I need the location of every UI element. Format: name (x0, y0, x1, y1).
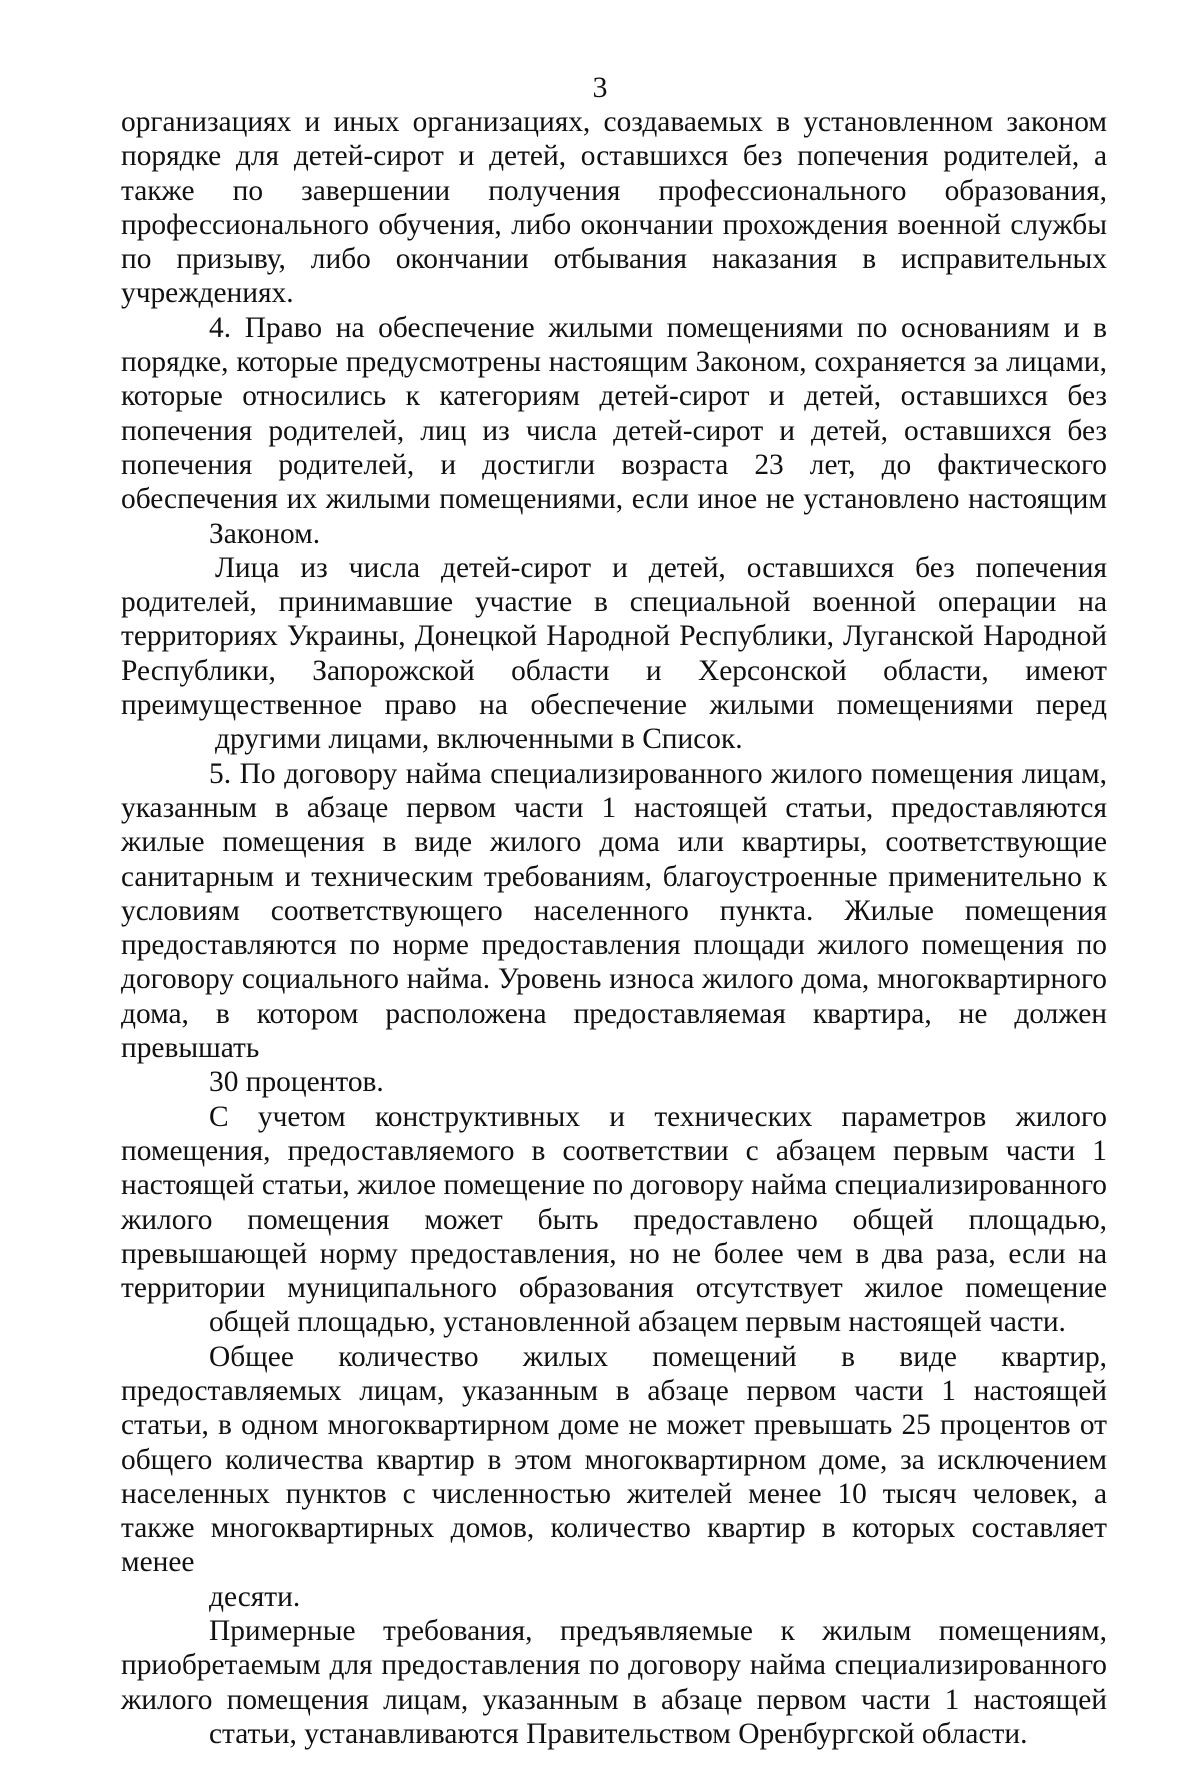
paragraph-text: С учетом конструктивных и технических параметров жилого помещения, предоставляемого в соответствии с абзацем первым части 1 настоящей статьи, жилое помещение по договору найма специализированного жилого помещения может быть предоставлено общей площадью, превышающей норму предоставления, но не более чем в два раза, если на территории муниципального образования отсутствует жилое помещение (121, 1100, 1107, 1305)
paragraph-section-4-part-2 (121, 551, 1107, 757)
paragraph-last-line: общей площадью, установленной абзацем первым настоящей части. (209, 1306, 1066, 1339)
paragraph-last-line: 30 процентов. (209, 1066, 384, 1099)
paragraph-text: 4. Право на обеспечение жилыми помещениями по основаниям и в порядке, которые предусмотрены настоящим Законом, сохраняется за лицами, которые относились к категориям детей-сирот и детей, оставшихся без попечения родителей, лиц из числа детей-сирот и детей, оставшихся без попечения родителей, и достигли возраста 23 лет, до фактического обеспечения их жилыми помещениями, если иное не установлено настоящим (121, 311, 1107, 516)
paragraph-last-line: другими лицами, включенными в Список. (215, 723, 743, 756)
paragraph-section-5 (121, 757, 1107, 1100)
paragraph-section-5-part-4 (121, 1614, 1107, 1751)
page-number: 3 (592, 71, 608, 104)
paragraph-last-line: десяти. (209, 1580, 301, 1613)
paragraph-text: Примерные требования, предъявляемые к жилым помещениям, приобретаемым для предоставления по договору найма специализированного жилого помещения лицам, указанным в абзаце первом части 1 настоящей (121, 1615, 1107, 1716)
paragraph-text: Общее количество жилых помещений в виде квартир, предоставляемых лицам, указанным в абзаце первом части 1 настоящей статьи, в одном многоквартирном доме не может превышать 25 процентов от общего количества квартир в этом многоквартирном доме, за исключением населенных пунктов с численностью жителей менее 10 тысяч человек, а также многоквартирных домов, количество квартир в которых составляет менее (121, 1340, 1107, 1579)
paragraph-section-4 (121, 311, 1107, 551)
paragraph-last-line: статьи, устанавливаются Правительством Оренбургской области. (209, 1717, 1028, 1750)
paragraph-section-5-part-2 (121, 1100, 1107, 1340)
paragraph-continued (121, 105, 1107, 311)
document-body (121, 105, 1107, 1751)
paragraph-text: организациях и иных организациях, создаваемых в установленном законом порядке для детей-сирот и детей, оставшихся без попечения родителей, а также по завершении получения профессионального образования, профессионального обучения, либо окончании прохождения военной службы по призыву, либо окончании отбывания наказания в исправительных (121, 106, 1107, 276)
paragraph-text: 5. По договору найма специализированного жилого помещения лицам, указанным в абзаце первом части 1 настоящей статьи, предоставляются жилые помещения в виде жилого дома или квартиры, соответствующие санитарным и техническим требованиям, благоустроенные применительно к условиям соответствующего населенного пункта. Жилые помещения предоставляются по норме предоставления площади жилого помещения по договору социального найма. Уровень износа жилого дома, многоквартирного дома, в котором расположена предоставляемая квартира, не должен превышать (121, 757, 1107, 1065)
paragraph-text: Лица из числа детей-сирот и детей, оставшихся без попечения родителей, принимавшие участие в специальной военной операции на территориях Украины, Донецкой Народной Республики, Луганской Народной Республики, Запорожской области и Херсонской области, имеют преимущественное право на обеспечение жилыми помещениями перед (121, 551, 1107, 722)
paragraph-last-line: Законом. (209, 517, 321, 550)
paragraph-last-line: учреждениях. (121, 277, 294, 310)
paragraph-section-5-part-3 (121, 1340, 1107, 1614)
